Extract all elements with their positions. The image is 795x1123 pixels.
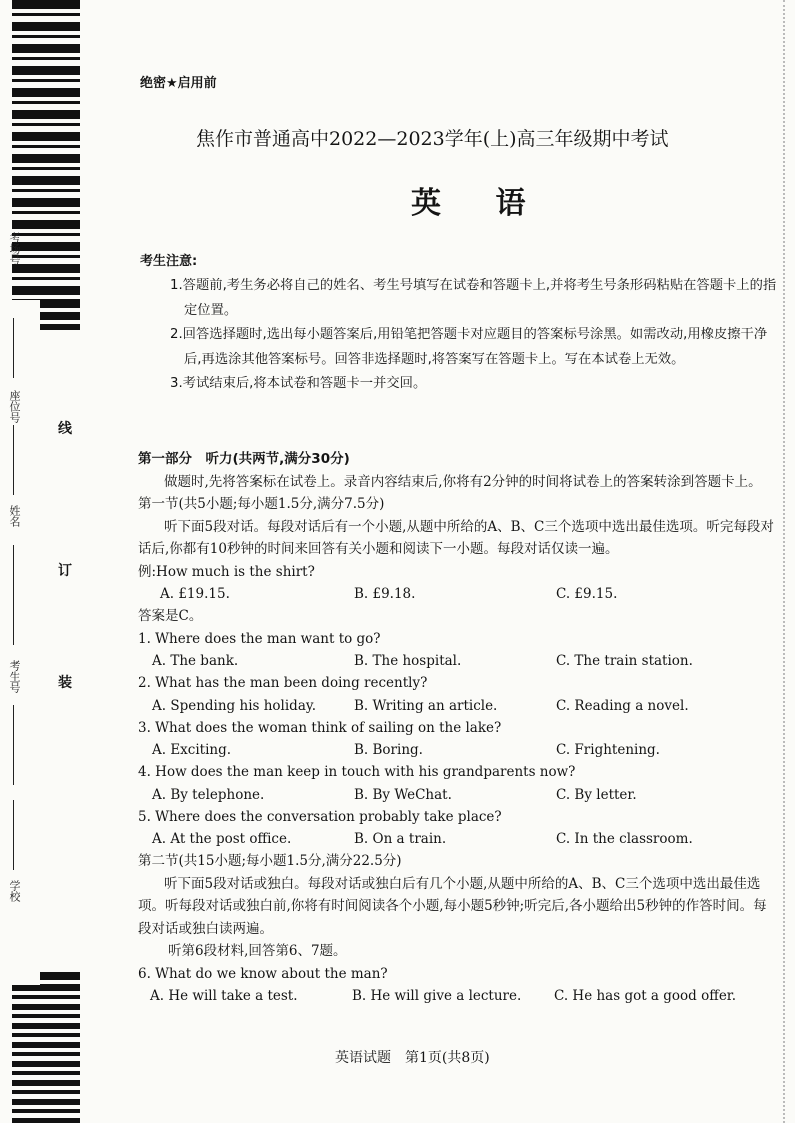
option-a: A. Exciting. <box>152 742 232 758</box>
question-6: 6. What do we know about the man? <box>138 965 388 982</box>
option-c: C. In the classroom. <box>556 831 693 847</box>
part1-heading: 第一部分 听力(共两节,满分30分) <box>138 451 350 467</box>
option-b: B. By WeChat. <box>354 786 452 803</box>
section1-heading: 第一节(共5小题;每小题1.5分,满分7.5分) <box>138 496 385 512</box>
option-b: B. He will give a lecture. <box>352 988 522 1004</box>
option-c: C. Frightening. <box>556 742 660 758</box>
part1-intro: 做题时,先将答案标在试卷上。录音内容结束后,你将有2分钟的时间将试卷上的答案转涂到答题卡上。 <box>164 473 762 490</box>
option-c: C. £9.15. <box>556 586 618 602</box>
option-c: C. By letter. <box>556 786 637 803</box>
notice-item: 3.考试结束后,将本试卷和答题卡一并交回。 <box>170 376 427 391</box>
notice-list <box>170 274 780 397</box>
exam-title: 焦作市普通高中2022—2023学年(上)高三年级期中考试 <box>196 128 669 150</box>
question-options <box>138 828 778 850</box>
binding-mark-bind: 装 <box>58 675 72 691</box>
question-2: 2. What has the man been doing recently? <box>138 675 428 691</box>
option-c: C. The train station. <box>556 653 693 669</box>
side-field-name: 姓名 <box>8 505 21 527</box>
binding-barcode-bottom <box>12 985 80 1123</box>
section1-intro: 听下面5段对话。每段对话后有一个小题,从题中所给的A、B、C三个选项中选出最佳选项。听完每段对话后,你都有10秒钟的时间来回答有关小题和阅读下一小题。每段对话仅读一遍。 <box>138 518 774 557</box>
binding-mark-staple: 订 <box>58 563 72 579</box>
option-a: A. The bank. <box>152 653 239 669</box>
question-options <box>138 695 778 717</box>
section2-heading: 第二节(共15小题;每小题1.5分,满分22.5分) <box>138 853 402 869</box>
notice-title: 考生注意: <box>140 254 198 269</box>
notice-item: 2.回答选择题时,选出每小题答案后,用铅笔把答题卡对应题目的答案标号涂黑。如需改动,用橡皮擦干净后,再选涂其他答案标号。回答非选择题时,将答案写在答题卡上。写在本试卷上无效。 <box>170 327 768 367</box>
question-options <box>138 985 778 1007</box>
option-a: A. He will take a test. <box>150 988 298 1004</box>
binding-barcode-top <box>12 0 80 300</box>
side-field-seat: 座位号 <box>8 390 21 423</box>
question-5: 5. Where does the conversation probably take place? <box>138 808 502 825</box>
option-b: B. £9.18. <box>354 586 416 602</box>
section2-intro: 听下面5段对话或独白。每段对话或独白后有几个小题,从题中所给的A、B、C三个选项中选出最佳选项。听每段对话或独白前,你将有时间阅读各个小题,每小题5秒钟;听完后,各小题给出5秒钟的作答时间。每段对话或独白读两遍。 <box>138 875 767 937</box>
example-options <box>138 583 778 605</box>
question-options <box>138 650 778 672</box>
right-margin-dotted-line <box>783 0 785 1123</box>
notice-item: 1.答题前,考生务必将自己的姓名、考生号填写在试卷和答题卡上,并将考生号条形码粘贴在答题卡上的指定位置。 <box>170 278 777 318</box>
subject-title: 英 语 <box>411 186 548 221</box>
option-a: A. £19.15. <box>160 586 230 602</box>
question-options <box>138 784 778 806</box>
question-options <box>138 739 778 761</box>
option-a: A. By telephone. <box>152 786 265 803</box>
option-b: B. The hospital. <box>354 653 462 669</box>
option-b: B. On a train. <box>354 831 447 847</box>
secrecy-mark: 绝密★启用前 <box>140 76 217 91</box>
question-3: 3. What does the woman think of sailing on the lake? <box>138 719 502 736</box>
option-a: A. Spending his holiday. <box>152 697 316 714</box>
option-c: C. Reading a novel. <box>556 697 689 714</box>
section2-material: 听第6段材料,回答第6、7题。 <box>168 943 347 959</box>
example-answer: 答案是C。 <box>138 608 203 624</box>
page-footer: 英语试题 第1页(共8页) <box>335 1050 490 1066</box>
option-c: C. He has got a good offer. <box>554 988 737 1004</box>
question-1: 1. Where does the man want to go? <box>138 630 381 647</box>
option-a: A. At the post office. <box>152 831 292 847</box>
part1 <box>138 448 778 1007</box>
side-field-school: 学校 <box>8 880 21 902</box>
question-4: 4. How does the man keep in touch with his grandparents now? <box>138 764 576 780</box>
side-field-exam-room: 考场号 <box>8 232 21 265</box>
binding-mark-line: 线 <box>58 421 72 437</box>
example-question: 例:How much is the shirt? <box>138 563 315 580</box>
option-b: B. Writing an article. <box>354 697 498 714</box>
option-b: B. Boring. <box>354 742 423 758</box>
side-field-candidate-no: 考生号 <box>8 660 21 693</box>
